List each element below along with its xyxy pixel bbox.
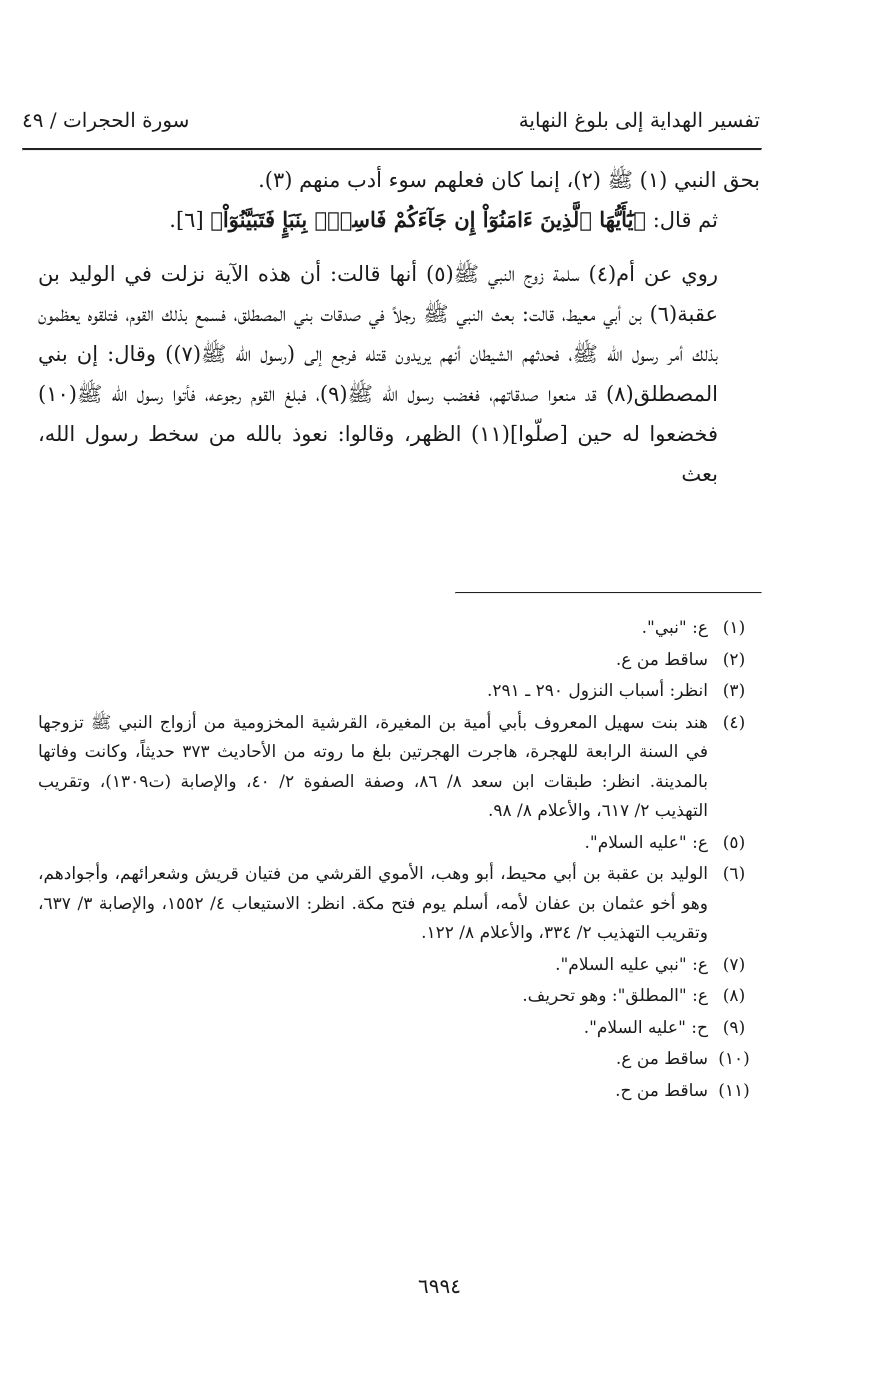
footnote-text: ع: "نبي". xyxy=(641,618,708,638)
footnote-item xyxy=(38,829,760,859)
footnote-item xyxy=(38,677,760,707)
footnote-text: هند بنت سهيل المعروف بأبي أمية بن المغيرة، القرشية المخزومية من أزواج النبي ﷺ تزوجها في السنة الرابعة للهجرة، هاجرت الهجرتين بلغ ما روته من الأحاديث ٣٧٣ حديثاً، وكانت وفاتها بالمدينة. انظر: طبقات ابن سعد ٨/ ٨٦، وصفة الصفوة ٢/ ٤٠، والإصابة (ت١٣٠٩)، وتقريب التهذيب ٢/ ٦١٧، والأعلام ٨/ ٩٨. xyxy=(38,712,708,821)
verse-line xyxy=(38,200,760,240)
footnote-text: ع: "عليه السلام". xyxy=(584,832,708,853)
footnote-item xyxy=(38,860,760,949)
footnote-list xyxy=(38,614,760,1108)
surah-page-label: سورة الحجرات / ٤٩ xyxy=(22,108,190,132)
footnote-item xyxy=(38,646,760,676)
running-header xyxy=(22,108,760,132)
book-title: تفسير الهداية إلى بلوغ النهاية xyxy=(518,108,760,132)
footnote-number: (٦) xyxy=(722,864,746,884)
footnote-number: (٨) xyxy=(722,986,746,1006)
footnote-item xyxy=(38,1045,760,1075)
footnote-number: (٣) xyxy=(722,681,746,701)
footnote-divider xyxy=(455,592,762,594)
footnote-text: ع: "المطلق": وهو تحريف. xyxy=(522,986,708,1006)
footnote-item xyxy=(38,1077,760,1107)
footnote-number: (٩) xyxy=(722,1017,746,1038)
page-number: ٦٩٩٤ xyxy=(418,1274,461,1298)
footnote-item xyxy=(38,614,760,644)
verse-prefix: ثم قال: xyxy=(652,208,718,232)
footnote-number: (٧) xyxy=(722,954,746,975)
footnote-text: انظر: أسباب النزول ٢٩٠ ـ ٢٩١. xyxy=(487,681,708,701)
footnote-item xyxy=(38,982,760,1012)
verse-reference: [٦]. xyxy=(169,208,204,232)
footnote-number: (١) xyxy=(722,618,746,638)
footnote-number: (٤) xyxy=(722,712,746,733)
footnote-number: (١١) xyxy=(718,1080,750,1101)
main-text xyxy=(38,160,760,494)
footnote-text: ح: "عليه السلام". xyxy=(583,1017,708,1038)
quran-verse: ﴿يَٰٓأَيُّهَا ٱلَّذِينَ ءَامَنُوٓاْ إِن جَآءَكُمْ فَاسِقٌۢ بِنَبَإٍ فَتَبَيَّنُوٓاْ﴾ xyxy=(210,207,647,232)
paragraph-3: روي عن أم(٤) سلمة زوج النبي ﷺ(٥) أنها قالت: أن هذه الآية نزلت في الوليد بن عقبة(٦) بن أبي معيط، قالت: بعث النبي ﷺ رجلاً في صدقات بني المصطلق، فسمع بذلك القوم، فتلقوه يعظمون بذلك أمر رسول الله ﷺ، فحدثهم الشيطان أنهم يريدون قتله فرجع إلى (رسول الله ﷺ(٧)) وقال: إن بني المصطلق(٨) قد منعوا صدقاتهم، فغضب رسول الله ﷺ(٩)، فبلغ القوم رجوعه، فأتوا رسول الله ﷺ(١٠) فخضعوا له حين [صلّوا](١١) الظهر، وقالوا: نعوذ بالله من سخط رسول الله، بعث xyxy=(38,262,719,486)
header-divider xyxy=(22,148,762,151)
footnote-number: (١٠) xyxy=(718,1049,750,1069)
footnote-text: ساقط من ع. xyxy=(615,1049,708,1069)
footnote-number: (٥) xyxy=(722,832,746,853)
footnote-text: ساقط من ع. xyxy=(615,649,708,670)
footnote-item xyxy=(38,709,760,827)
footnote-text: ع: "نبي عليه السلام". xyxy=(555,954,708,975)
footnote-item xyxy=(38,951,760,981)
footnote-item xyxy=(38,1014,760,1044)
paragraph-1: بحق النبي (١) ﷺ (٢)، إنما كان فعلهم سوء أدب منهم (٣). xyxy=(258,168,760,192)
footnote-number: (٢) xyxy=(722,649,746,670)
footnote-text: الوليد بن عقبة بن أبي محيط، أبو وهب، الأموي القرشي من فتيان قريش وشعرائهم، وأجوادهم، وهو أخو عثمان بن عفان لأمه، أسلم يوم فتح مكة. انظر: الاستيعاب ٤/ ١٥٥٢، والإصابة ٣/ ٦٣٧، وتقريب التهذيب ٢/ ٣٣٤، والأعلام ٨/ ١٢٢. xyxy=(38,864,708,943)
footnote-text: ساقط من ح. xyxy=(615,1080,708,1101)
